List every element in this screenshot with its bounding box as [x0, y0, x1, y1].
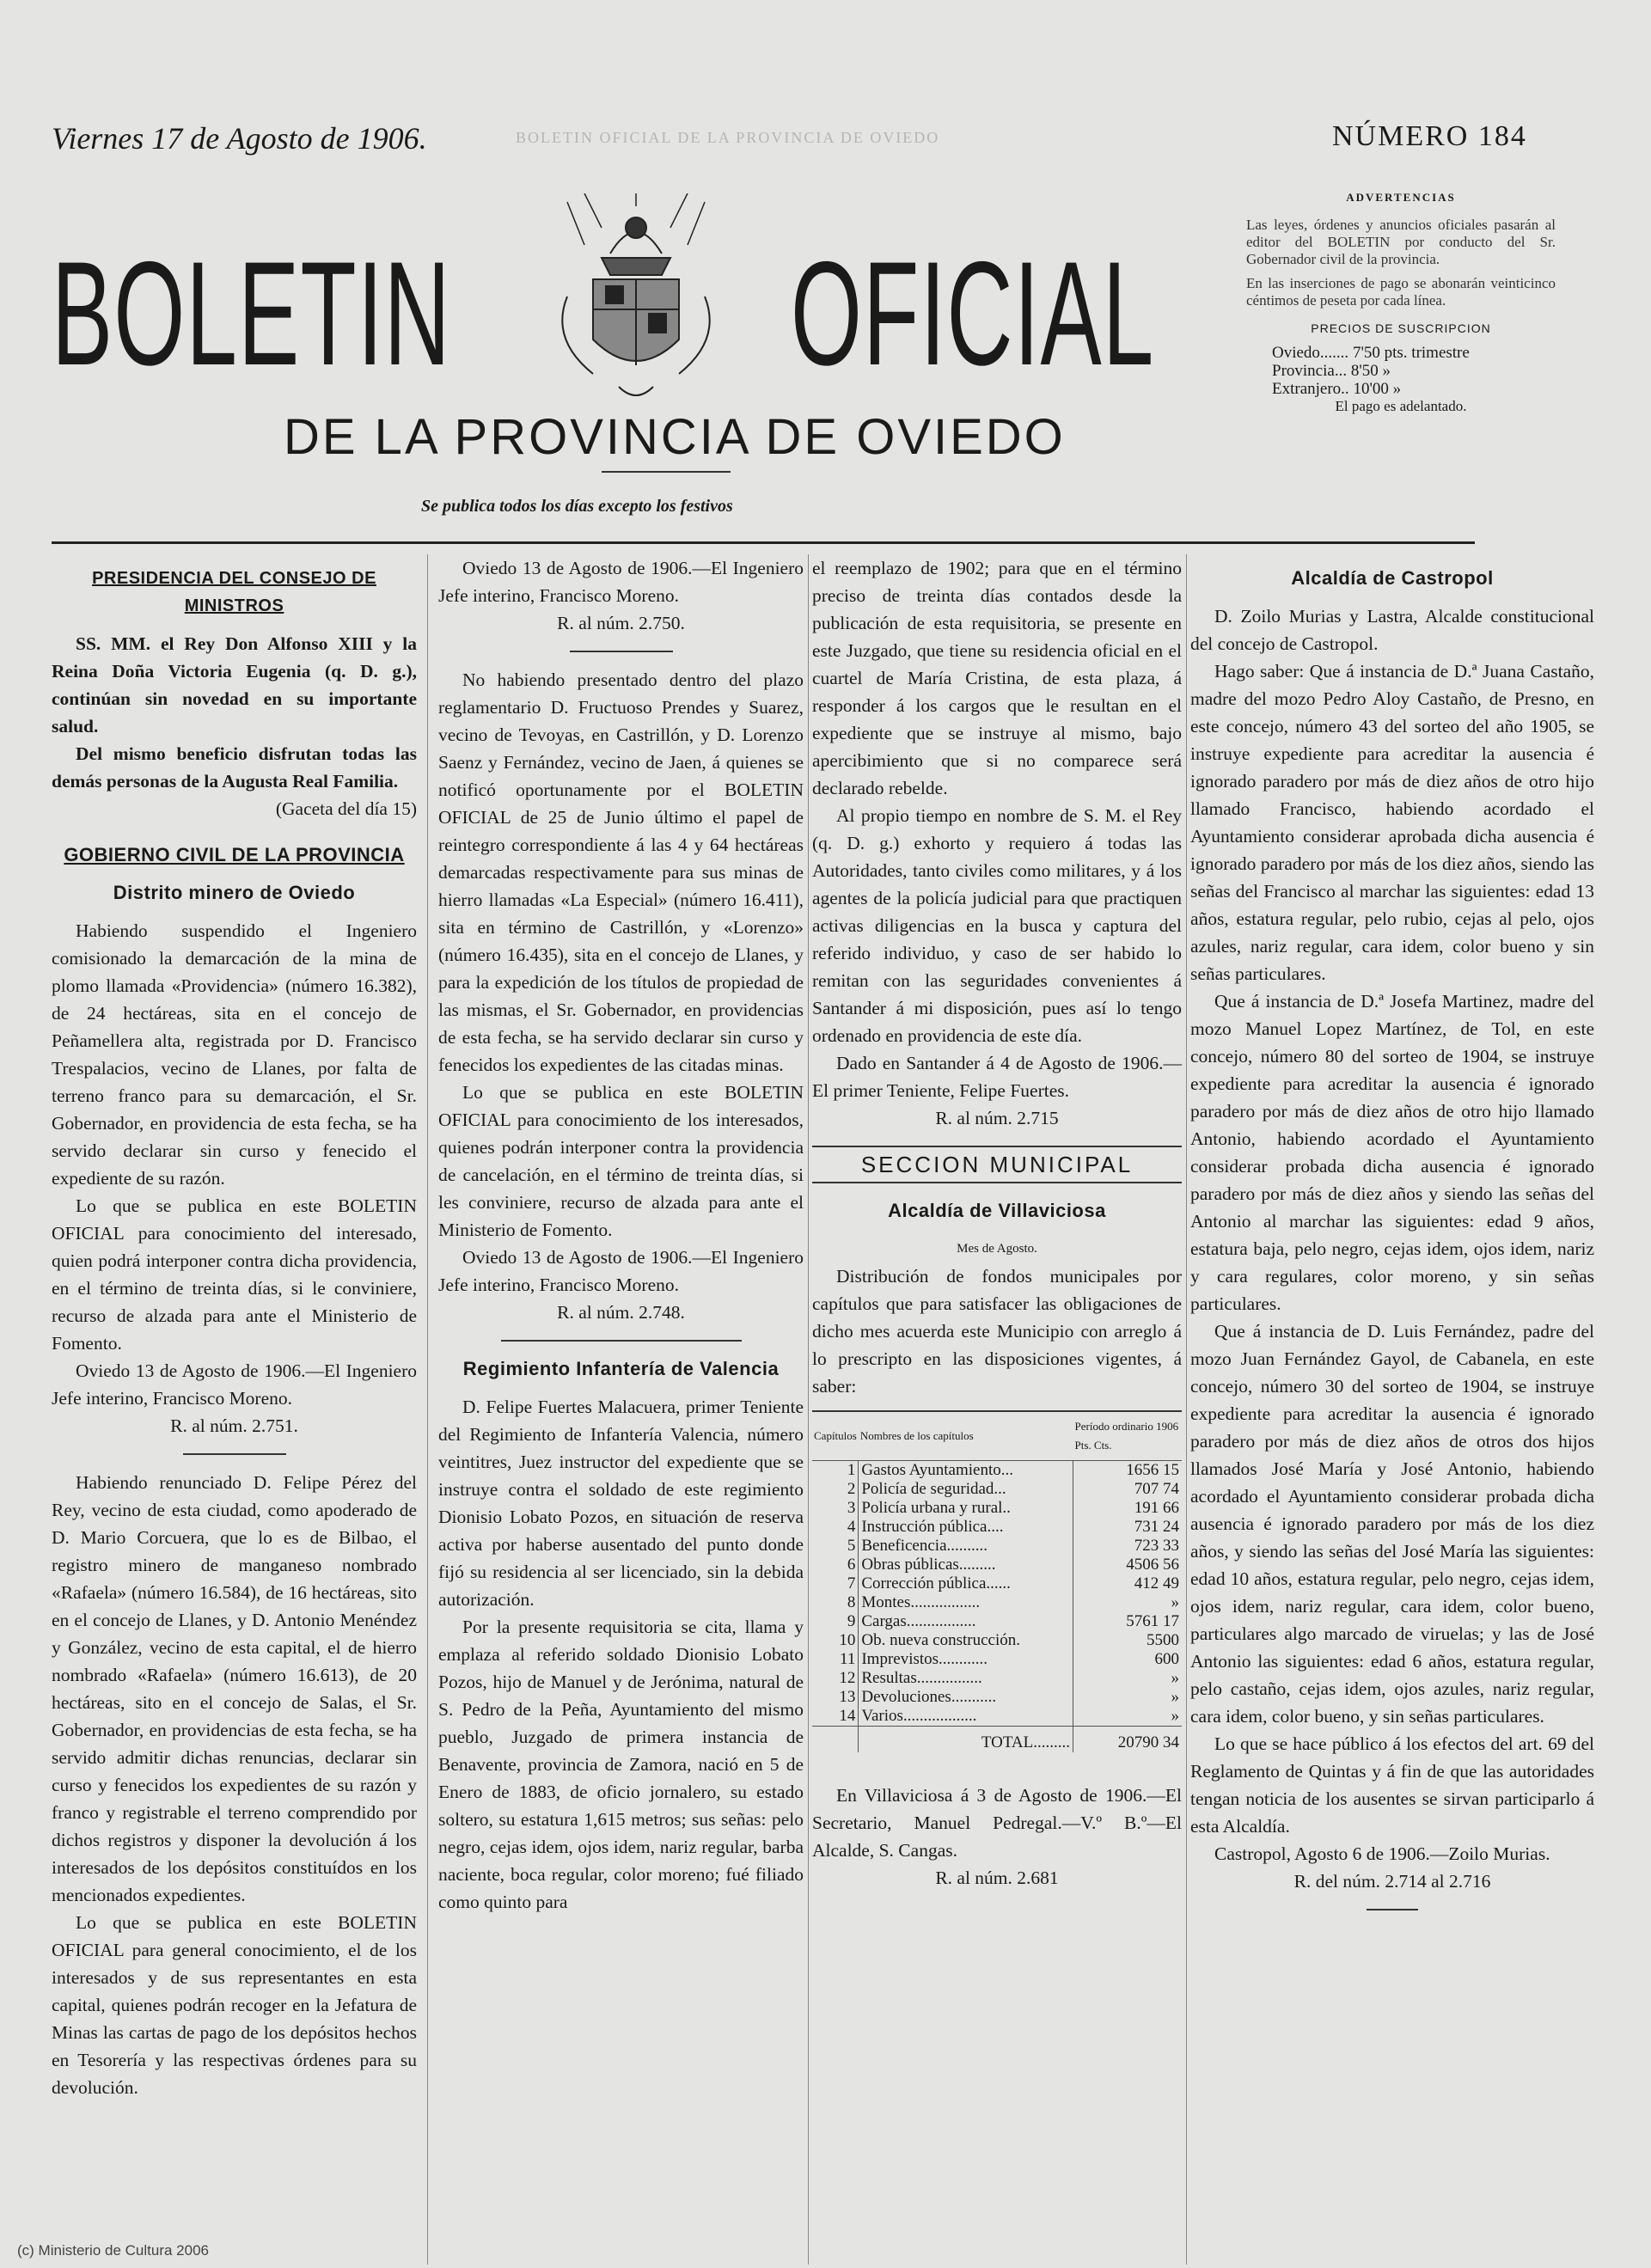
header-period: Período ordinario 1906 Pts. Cts. [1073, 1411, 1183, 1461]
article-paragraph: Que á instancia de D. Luis Fernández, padre del mozo Juan Fernández Gayol, de Cabanela, en este concejo, número 30 del sorteo de 1904, se instruye expediente para acreditar la ausencia é ignorado paradero por más de diez años de otros dos hijos llamados José María y José Antonio, habiendo acordado el Ayuntamiento considerar probada dicha ausencia é ignorado paradero por más de los diez años, y siendo las señas del José María las siguientes: edad 10 años, estatura regular, pelo negro, cejas idem, ojos idem, nariz regular, cara idem, color bueno, particulares algo marcado de viruelas; y las de José Antonio las siguientes: edad 6 años, estatura regular, pelo castaño, cejas idem, ojos azules, nariz regular, cara idem, color bueno, y sin señas particulares. [1190, 1321, 1594, 1727]
advertencias-title: ADVERTENCIAS [1346, 191, 1456, 204]
column-divider [1186, 554, 1187, 2265]
column-divider [427, 554, 428, 2265]
chapter-number: 7 [812, 1574, 859, 1593]
chapter-name: Instrucción pública.... [861, 1518, 1004, 1536]
chapter-number: 1 [812, 1461, 859, 1481]
chapter-amount: 600 [1073, 1650, 1183, 1669]
total-label: TOTAL......... [859, 1727, 1073, 1753]
separator [183, 1453, 286, 1455]
chapter-amount: » [1073, 1688, 1183, 1707]
masthead-word-left: BOLETIN [52, 231, 451, 396]
advertencias-box [1246, 189, 1556, 415]
article-paragraph: Por la presente requisitoria se cita, llama y emplaza al referido soldado Dionisio Lobato Pozos, hijo de Manuel y de Jerónima, natural de S. Pedro de la Peña, Ayuntamiento del mismo pueblo, Juzgado de primera instancia de Benavente, provincia de Zamora, nació en 5 de Enero de 1883, de oficio jornalero, su estado soltero, su estatura 1,615 metros; sus señas: pelo negro, cejas idem, ojos idem, nariz regular, barba naciente, boca regular, color moreno; fué filiado como quinto para [438, 1617, 804, 1912]
table-row [812, 1593, 1182, 1612]
chapter-name: Policía de seguridad... [861, 1480, 1006, 1498]
issue-date: Viernes 17 de Agosto de 1906. [52, 121, 427, 156]
chapter-name: Montes................. [861, 1593, 981, 1611]
chapter-amount: 412 49 [1073, 1574, 1183, 1593]
chapter-name: Gastos Ayuntamiento... [861, 1461, 1013, 1479]
column-2 [438, 554, 804, 1916]
advertencias-text-2: En las inserciones de pago se abonarán veinticinco céntimos de peseta por cada línea. [1246, 275, 1556, 309]
reference-number: R. al núm. 2.750. [557, 613, 685, 633]
chapter-name: Corrección pública...... [861, 1574, 1011, 1592]
chapter-number: 9 [812, 1612, 859, 1631]
prices-list [1272, 344, 1556, 398]
article-paragraph: Oviedo 13 de Agosto de 1906.—El Ingeniero Jefe interino, Francisco Moreno. [438, 1247, 804, 1295]
header-name: Nombres de los capítulos [859, 1411, 1073, 1461]
article-paragraph: Que á instancia de D.ª Josefa Martinez, madre del mozo Manuel Lopez Martínez, de Tol, en este concejo, número 80 del sorteo de 1904, se instruye expediente para acreditar la ausencia é ignorado paradero por más de diez años de otro hijo llamado Antonio, habiendo acordado el Ayuntamiento considerar probada dicha ausencia é ignorado paradero por más de diez años y siendo las señas del Antonio al marchar las siguientes: edad 9 años, estatura baja, pelo negro, cejas idem, ojos idem, nariz y cara regulares, color moreno, y sin señas particulares. [1190, 991, 1594, 1314]
article-paragraph: D. Felipe Fuertes Malacuera, primer Teniente del Regimiento de Infantería Valencia, número veintitres, Juez instructor del expediente que se instruye contra el soldado de este regimiento Dionisio Lobato Pozos, en situación de reserva activa por haberse ausentado del punto donde fijó su residencia al ser licenciado, sin la debida autorización. [438, 1397, 804, 1610]
column-divider [808, 554, 809, 2265]
chapter-amount: » [1073, 1669, 1183, 1688]
chapter-number: 4 [812, 1518, 859, 1537]
table-total-row [812, 1727, 1182, 1753]
chapter-number: 8 [812, 1593, 859, 1612]
reference-number: R. al núm. 2.681 [935, 1868, 1059, 1888]
price-row: Provincia... 8'50 » [1272, 362, 1391, 380]
chapter-number: 14 [812, 1707, 859, 1727]
chapter-amount: 707 74 [1073, 1480, 1183, 1499]
chapter-amount: 723 33 [1073, 1537, 1183, 1556]
table-row [812, 1461, 1182, 1481]
column-4 [1190, 554, 1594, 1924]
article-paragraph: Castropol, Agosto 6 de 1906.—Zoilo Murias. [1214, 1843, 1550, 1864]
section-banner: SECCION MUNICIPAL [812, 1146, 1182, 1183]
article-paragraph: Al propio tiempo en nombre de S. M. el Rey (q. D. g.) exhorto y requiero á todas las Autoridades, tanto civiles como militares, y á los agentes de la policía judicial para que practiquen activas diligencias en la busca y captura del referido individuo, y caso de ser habido lo remitan con las seguridades convenientes á Santander á mi disposición, pues así lo tengo ordenado en providencia de este día. [812, 805, 1182, 1046]
section-heading: PRESIDENCIA DEL CONSEJO DE MINISTROS [92, 569, 376, 615]
article-paragraph: No habiendo presentado dentro del plazo reglamentario D. Fructuoso Prendes y Suarez, vecino de Tevoyas, en Castrillón, y D. Lorenzo Saenz y Fernández, vecino de Jaen, á quienes se notificó oportunamente por el BOLETIN OFICIAL de 25 de Junio último el papel de reintegro correspondiente á las 4 y 64 hectáreas demarcadas respectivamente para sus minas de hierro llamadas «La Especial» (número 16.411), sita en término de Castrillón, y «Lorenzo» (número 16.435), sita en el concejo de Llanes, y para la expedición de los títulos de propiedad de las mismas, el Sr. Gobernador, en providencias de esta fecha, se ha servido declarar sin curso y fenecidos los expedientes de las citadas minas. [438, 669, 804, 1075]
article-paragraph: Dado en Santander á 4 de Agosto de 1906.—El primer Teniente, Felipe Fuertes. [812, 1053, 1182, 1101]
chapter-number: 3 [812, 1499, 859, 1518]
chapter-amount: » [1073, 1593, 1183, 1612]
table-row [812, 1556, 1182, 1574]
table-row [812, 1518, 1182, 1537]
article-paragraph: el reemplazo de 1902; para que en el término preciso de treinta días contados desde la publicación de esta requisitoria, se presente en este Juzgado, que tiene su residencia oficial en el cuartel de María Cristina, de esta plaza, á responder á los cargos que le resultan en el expediente que se instruye al mismo, bajo apercibimiento que si no comparece será declarado rebelde. [812, 558, 1182, 798]
separator [570, 651, 673, 652]
header-chapter: Capítulos [812, 1411, 859, 1461]
table-row [812, 1688, 1182, 1707]
table-row [812, 1669, 1182, 1688]
article-paragraph: Lo que se hace público á los efectos del art. 69 del Reglamento de Quintas y á fin de que las autoridades tengan noticia de los ausentes se sirvan participarlo á esta Alcaldía. [1190, 1733, 1594, 1837]
chapter-name: Varios.................. [861, 1707, 977, 1725]
chapter-amount: 191 66 [1073, 1499, 1183, 1518]
table-row [812, 1499, 1182, 1518]
chapter-name: Ob. nueva construcción. [861, 1631, 1021, 1649]
article-paragraph: Habiendo suspendido el Ingeniero comisionado la demarcación de la mina de plomo llamada «Providencia» (número 16.382), de 24 hectáreas, sita en el concejo de Peñamellera alta, registrada por D. Francisco Trespalacios, vecino de Llanes, por falta de terreno franco para su demarcación, el Sr. Gobernador, en providencia de esta fecha, se ha servido declarar sin curso y fenecido el expediente de su razón. [52, 920, 417, 1189]
chapter-name: Devoluciones........... [861, 1688, 997, 1706]
article-paragraph: Oviedo 13 de Agosto de 1906.—El Ingeniero Jefe interino, Francisco Moreno. [52, 1360, 417, 1409]
chapter-number: 13 [812, 1688, 859, 1707]
article-paragraph: Oviedo 13 de Agosto de 1906.—El Ingeniero Jefe interino, Francisco Moreno. [438, 558, 804, 606]
chapter-name: Resultas................ [861, 1669, 982, 1687]
total-amount: 20790 34 [1073, 1727, 1183, 1753]
bleed-through-text: BOLETIN OFICIAL DE LA PROVINCIA DE OVIEDO [516, 129, 940, 146]
article-paragraph: Distribución de fondos municipales por capítulos que para satisfacer las obligaciones de dicho mes acuerda este Municipio con arreglo á lo prescripto en las disposiciones vigentes, á saber: [812, 1266, 1182, 1397]
chapter-number: 11 [812, 1650, 859, 1669]
chapter-name: Obras públicas......... [861, 1556, 996, 1574]
prices-title: PRECIOS DE SUSCRIPCION [1311, 321, 1491, 335]
date-line [52, 120, 1204, 156]
table-row [812, 1612, 1182, 1631]
chapter-amount: » [1073, 1707, 1183, 1727]
article-paragraph: Hago saber: Que á instancia de D.ª Juana Castaño, madre del mozo Pedro Aloy Castaño, de Presno, en este concejo, número 43 del sorteo del año 1905, se instruye expediente para acreditar la ausencia é ignorado paradero por más de diez años de otro hijo llamado Francisco, habiendo acordado el Ayuntamiento considerar aprobada dicha ausencia é ignorado paradero por más de los diez años, siendo las señas del Francisco al marchar las siguientes: edad 13 años, estatura regular, pelo rubio, cejas al pelo, ojos azules, nariz regular, cara idem, color bueno y sin señas particulares. [1190, 661, 1594, 984]
table-row [812, 1631, 1182, 1650]
advertencias-text-1: Las leyes, órdenes y anuncios oficiales pasarán al editor del BOLETIN por conducto del Sr. Gobernador civil de la provincia. [1246, 217, 1556, 267]
chapter-number: 12 [812, 1669, 859, 1688]
chapter-name: Policía urbana y rural.. [861, 1499, 1011, 1517]
article-paragraph: En Villaviciosa á 3 de Agosto de 1906.—El Secretario, Manuel Pedregal.—V.º B.º—El Alcalde, S. Cangas. [812, 1785, 1182, 1861]
price-row: Oviedo....... 7'50 pts. trimestre [1272, 344, 1470, 362]
issue-number: NÚMERO 184 [1332, 120, 1527, 152]
chapter-amount: 1656 15 [1073, 1461, 1183, 1481]
chapter-amount: 731 24 [1073, 1518, 1183, 1537]
article-paragraph: Lo que se publica en este BOLETIN OFICIAL para general conocimiento, el de los interesados y de sus representantes en esta capital, quienes podrán recoger en la Jefatura de Minas las cartas de pago de los depósitos hechos en Tesorería y las respectivas órdenes para su devolución. [52, 1912, 417, 2098]
table-header-row [812, 1411, 1182, 1461]
section-heading: Alcaldía de Villaviciosa [888, 1200, 1106, 1221]
reference-number: R. del núm. 2.714 al 2.716 [1293, 1871, 1491, 1892]
chapter-name: Imprevistos............ [861, 1650, 988, 1668]
chapter-amount: 5500 [1073, 1631, 1183, 1650]
budget-table [812, 1410, 1182, 1752]
masthead-rule [52, 541, 1475, 544]
subsection-heading: Distrito minero de Oviedo [113, 882, 356, 903]
article-source: (Gaceta del día 15) [275, 798, 417, 819]
chapter-number: 2 [812, 1480, 859, 1499]
article-paragraph: Del mismo beneficio disfrutan todas las demás personas de la Augusta Real Familia. [52, 743, 417, 792]
chapter-name: Cargas................. [861, 1612, 976, 1630]
reference-number: R. al núm. 2.715 [935, 1108, 1059, 1128]
article-paragraph: Lo que se publica en este BOLETIN OFICIAL para conocimiento del interesado, quien podrá interponer contra dicha providencia, en el término de treinta días, si le conviniere, recurso de alzada para ante el Ministerio de Fomento. [52, 1195, 417, 1354]
section-heading: Regimiento Infantería de Valencia [462, 1358, 780, 1379]
table-row [812, 1537, 1182, 1556]
reference-number: R. al núm. 2.751. [170, 1415, 298, 1436]
price-row: Extranjero.. 10'00 » [1272, 380, 1402, 398]
reference-number: R. al núm. 2.748. [557, 1302, 685, 1323]
copyright-credit: (c) Ministerio de Cultura 2006 [17, 2242, 209, 2259]
separator [1367, 1909, 1418, 1910]
masthead-subtitle: DE LA PROVINCIA DE OVIEDO [284, 409, 1066, 465]
coat-of-arms-icon [533, 193, 739, 408]
column-3 [812, 554, 1182, 1892]
chapter-amount: 5761 17 [1073, 1612, 1183, 1631]
table-row [812, 1480, 1182, 1499]
table-row [812, 1650, 1182, 1669]
chapter-name: Beneficencia.......... [861, 1537, 988, 1555]
article-paragraph: Habiendo renunciado D. Felipe Pérez del Rey, vecino de esta ciudad, como apoderado de D. Mario Corcuera, que lo es de Bilbao, el registro minero de manganeso nombrado «Rafaela» (número 16.584), de 16 hectáreas, sito en el concejo de Llanes, y D. Antonio Menéndez y González, vecino de esta capital, el de hierro nombrado «Rafaela» (número 16.613), de 20 hectáreas, sito en el concejo de Salas, el Sr. Gobernador, en providencias de esta fecha, se ha servido admitir dichas renuncias, declarar sin curso y fenecidos los expedientes de su razón y franco y registrable el terreno comprendido por dichos registros y disponer la devolución á los interesados de los depósitos constituídos en los mencionados expedientes. [52, 1472, 417, 1905]
chapter-number: 5 [812, 1537, 859, 1556]
article-paragraph: Lo que se publica en este BOLETIN OFICIAL para conocimiento de los interesados, quienes podrán interponer contra la providencia de cancelación, en el término de treinta días, si les conviniere, recurso de alzada para ante el Ministerio de Fomento. [438, 1082, 804, 1240]
chapter-number: 6 [812, 1556, 859, 1574]
chapter-amount: 4506 56 [1073, 1556, 1183, 1574]
decorative-rule [602, 471, 731, 473]
table-row [812, 1707, 1182, 1727]
chapter-number: 10 [812, 1631, 859, 1650]
masthead-tagline: Se publica todos los días excepto los festivos [421, 497, 733, 516]
payment-note: El pago es adelantado. [1335, 398, 1467, 414]
separator [501, 1340, 742, 1342]
section-heading: Alcaldía de Castropol [1291, 567, 1494, 589]
table-row [812, 1574, 1182, 1593]
masthead-word-right: OFICIAL [791, 231, 1155, 396]
month-label: Mes de Agosto. [957, 1242, 1037, 1256]
article-paragraph: D. Zoilo Murias y Lastra, Alcalde constitucional del concejo de Castropol. [1190, 606, 1594, 654]
article-paragraph: SS. MM. el Rey Don Alfonso XIII y la Reina Doña Victoria Eugenia (q. D. g.), continúan sin novedad en su importante salud. [52, 633, 417, 737]
section-heading: GOBIERNO CIVIL DE LA PROVINCIA [64, 844, 405, 865]
column-1 [52, 554, 417, 2101]
